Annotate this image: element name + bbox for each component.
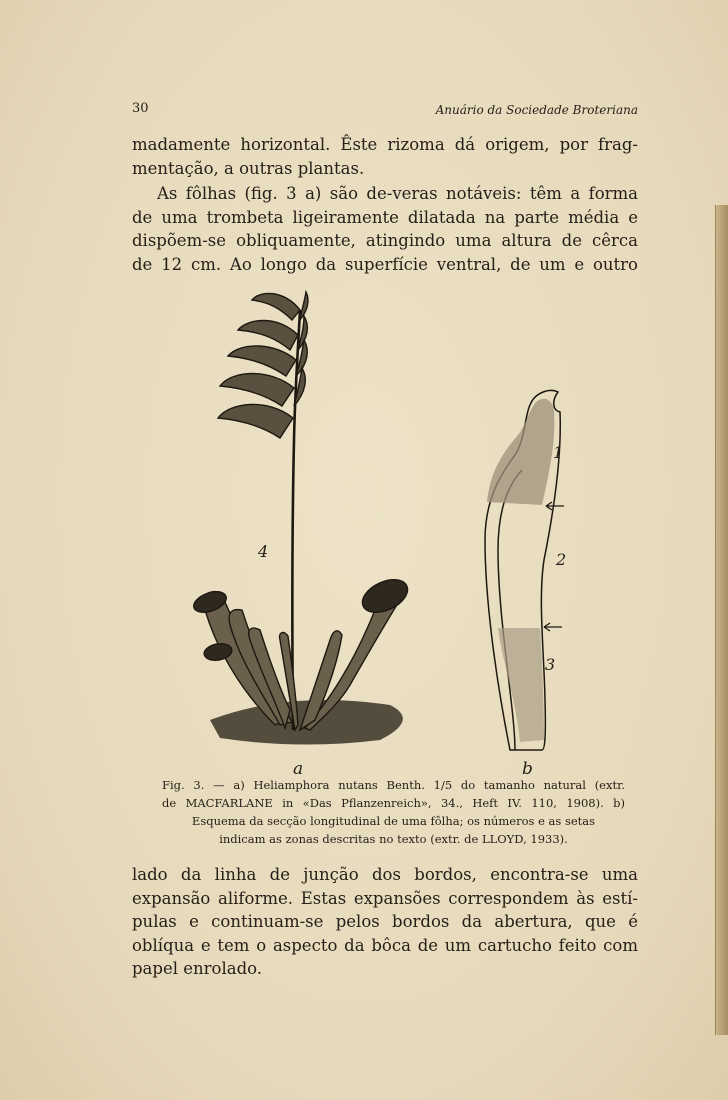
text-line: As fôlhas (fig. 3 a) são de-veras notáveis: têm a forma xyxy=(157,184,638,203)
paragraph-2 xyxy=(132,182,638,276)
text-line: expansão aliforme. Estas expansões correspondem às estí- xyxy=(132,888,638,908)
text-line: de uma trombeta ligeiramente dilatada na parte média e xyxy=(132,207,638,227)
text-line: dispõem-se obliquamente, atingindo uma altura de cêrca xyxy=(132,231,638,250)
text-line: oblíqua e tem o aspecto da bôca de um cartucho feito com xyxy=(132,935,638,955)
text-line: madamente horizontal. Êste rizoma dá origem, por frag- xyxy=(132,135,638,154)
caption-line: indicam as zonas descritas no texto (extr. de LLOYD, 1933). xyxy=(219,832,568,846)
text-line: lado da linha de junção dos bordos, encontra-se uma xyxy=(132,865,638,884)
figure-caption xyxy=(162,776,625,848)
figure-label-a: a xyxy=(293,759,304,779)
zone-1-label: 1 xyxy=(553,443,564,462)
text-line: pulas e continuam-se pelos bordos da abertura, que é xyxy=(132,912,638,931)
text-line: de 12 cm. Ao longo da superfície ventral, de um e outro xyxy=(132,254,638,274)
running-head: Anuário da Sociedade Broteriana xyxy=(435,103,638,117)
figure-illustration xyxy=(180,280,600,780)
page-edge xyxy=(715,205,728,1035)
paragraph-3 xyxy=(132,863,638,981)
page-header xyxy=(132,101,638,121)
caption-line: Esquema da secção longitudinal de uma fôlha; os números e as setas xyxy=(191,814,596,828)
caption-line: de MACFARLANE in «Das Pflanzenreich», 34., Heft IV. 110, 1908). b) xyxy=(162,796,625,810)
caption-line: Fig. 3. — a) Heliamphora nutans Benth. 1/5 do tamanho natural (extr. xyxy=(162,778,625,792)
zone-2-label: 2 xyxy=(556,550,567,569)
text-line: papel enrolado. xyxy=(132,959,263,978)
heliamphora-plant-drawing xyxy=(191,292,413,745)
paragraph-1 xyxy=(132,133,638,180)
page-number: 30 xyxy=(132,101,149,116)
plant-mark: 4 xyxy=(258,542,269,561)
figure-3 xyxy=(180,280,600,780)
figure-label-b: b xyxy=(522,759,533,779)
text-line: mentação, a outras plantas. xyxy=(132,158,365,178)
zone-3-label: 3 xyxy=(545,655,556,674)
